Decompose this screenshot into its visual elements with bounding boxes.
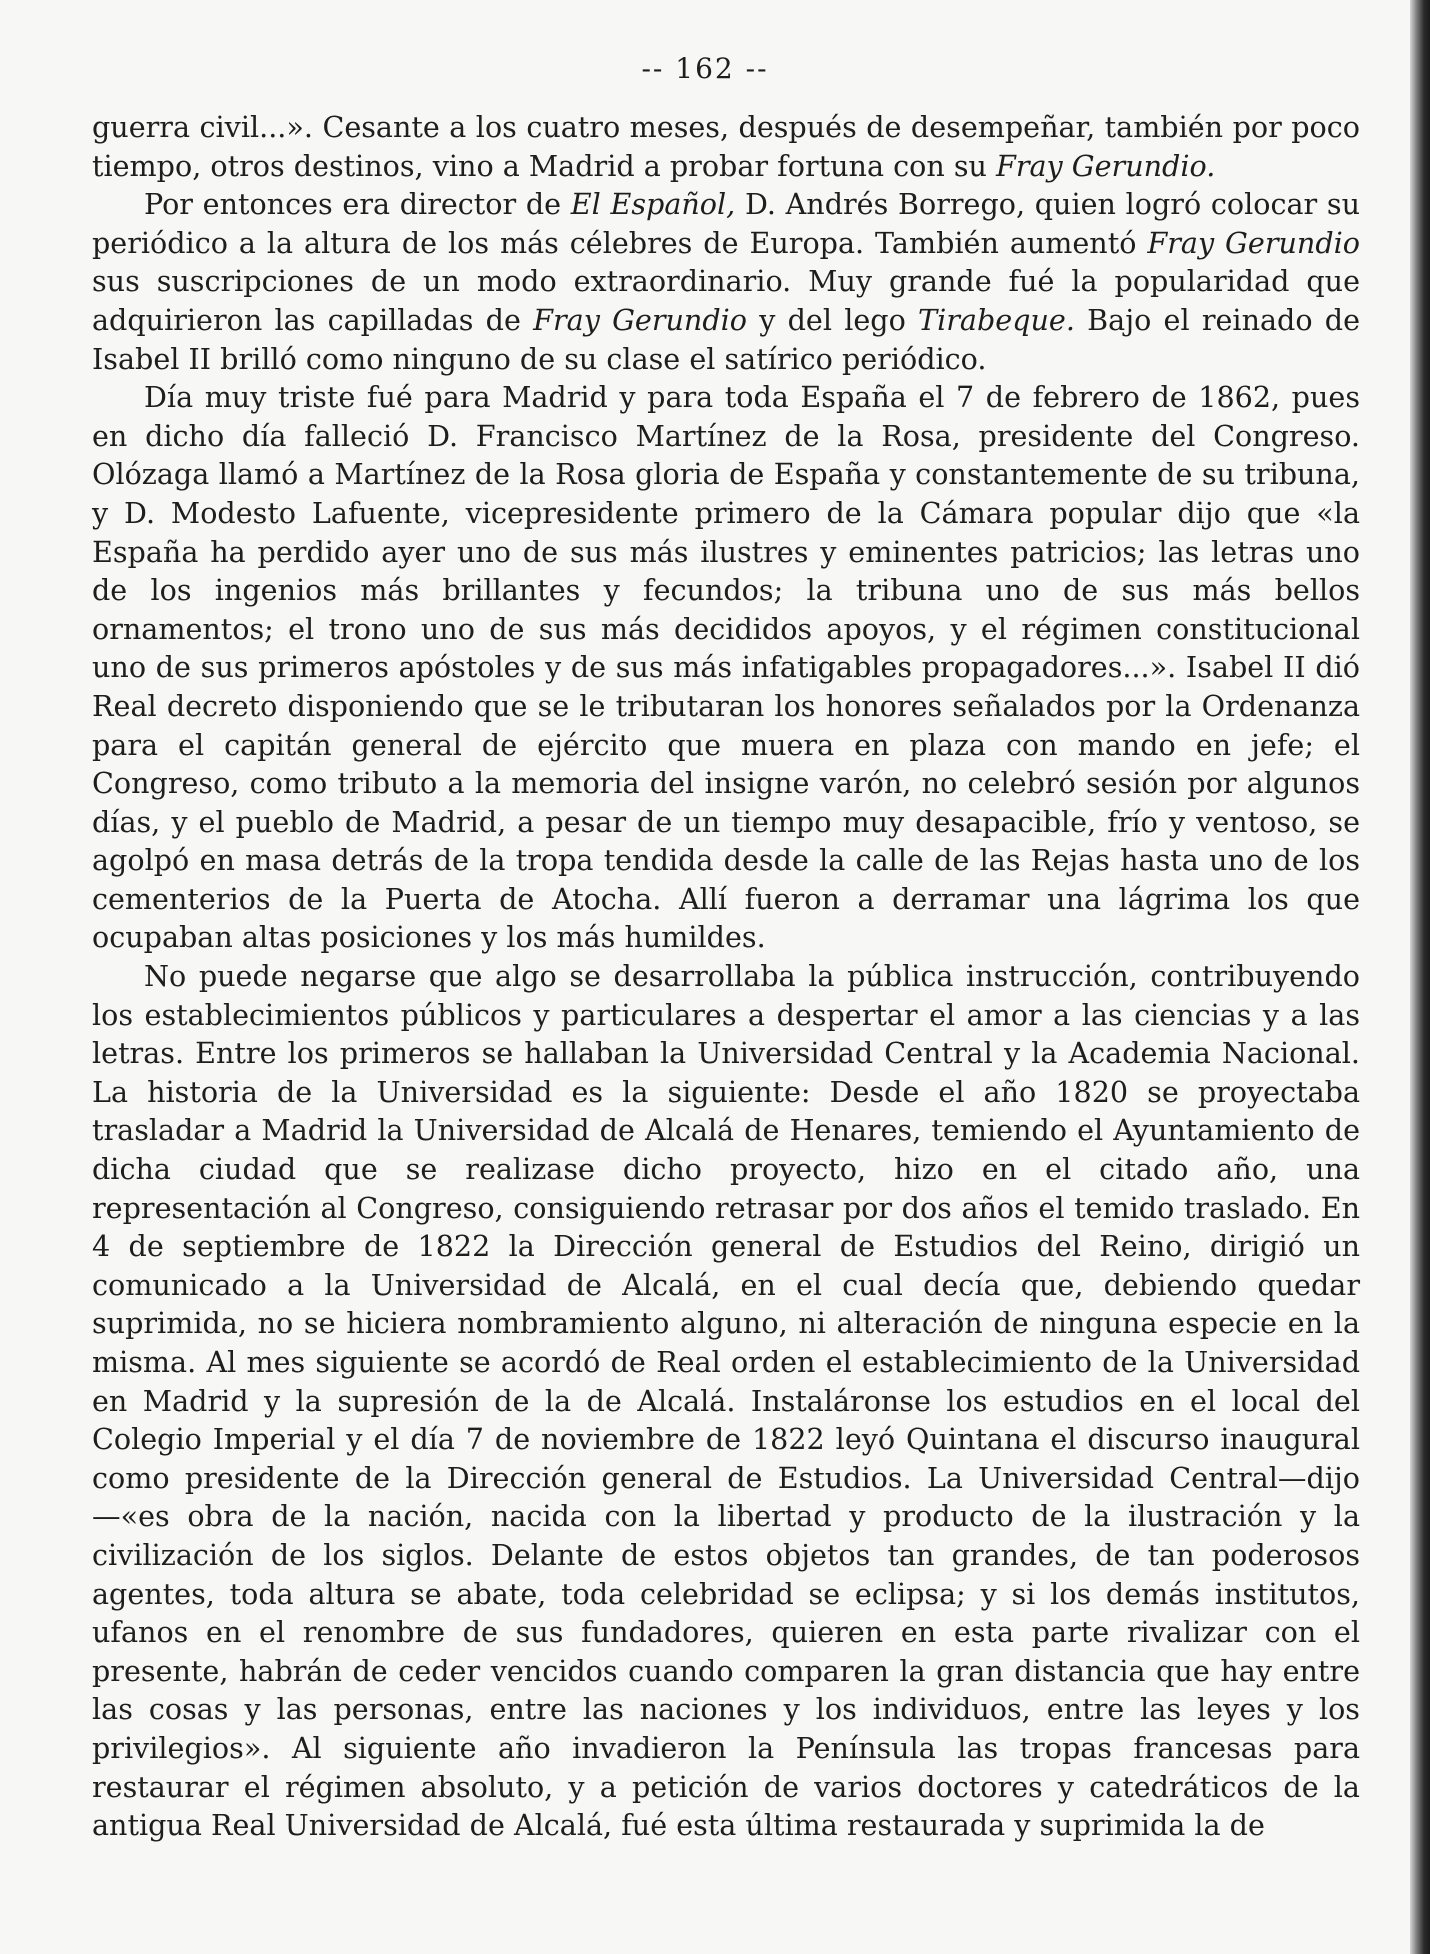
text-run: D. Andrés Borrego, quien logró colocar su periódico a la altura de los más célebres de Europa. También aumentó — [92, 187, 1360, 260]
italic-title: Tirabeque. — [918, 302, 1075, 337]
italic-title: Fray Gerundio — [1147, 225, 1360, 260]
italic-title: Fray Gerundio — [533, 302, 748, 337]
paragraph — [92, 378, 1360, 957]
text-run: No puede negarse que algo se desarrollaba la pública instrucción, contribuyendo los establecimientos públicos y particulares a despertar el amor a las ciencias y a las letras. Entre los primeros se hallaban la Universidad Central y la Academia Nacional. La historia de la Universidad es la siguiente: Desde el año 1820 se proyectaba trasladar a Madrid la Universidad de Alcalá de Henares, temiendo el Ayuntamiento de dicha ciudad que se realizase dicho proyecto, hizo en el citado año, una representación al Congreso, consiguiendo retrasar por dos años el temido traslado. En 4 de septiembre de 1822 la Dirección general de Estudios del Reino, dirigió un comunicado a la Universidad de Alcalá, en el cual decía que, debiendo quedar suprimida, no se hiciera nombramiento alguno, ni alteración de ninguna especie en la misma. Al mes siguiente se acordó de Real orden el establecimiento de la Universidad en Madrid y la supresión de la de Alcalá. Instaláronse los estudios en el local del Colegio Imperial y el día 7 de noviembre de 1822 leyó Quintana el discurso inaugural como presidente de la Dirección general de Estudios. La Universidad Central—dijo—«es obra de la nación, nacida con la libertad y producto de la ilustración y la civilización de los siglos. Delante de estos objetos tan grandes, de tan poderosos agentes, toda altura se abate, toda celebridad se eclipsa; y si los demás institutos, ufanos en el renombre de sus fundadores, quieren en esta parte rivalizar con el presente, habrán de ceder vencidos cuando comparen la gran distancia que hay entre las cosas y las personas, entre las naciones y los individuos, entre las leyes y los privilegios». Al siguiente año invadieron la Península las tropas francesas para restaurar el régimen absoluto, y a petición de varios doctores y catedráticos de la antigua Real Universidad de Alcalá, fué esta última restaurada y suprimida la de — [92, 959, 1360, 1843]
page-edge-shadow — [1410, 0, 1430, 1954]
text-run: y del lego — [747, 302, 919, 337]
italic-title: Fray Gerundio. — [996, 148, 1216, 183]
text-run: Bajo el reinado de Isabel II brilló como ninguno de su clase el satírico periódico. — [92, 302, 1361, 376]
text-run: guerra civil...». Cesante a los cuatro meses, después de desempeñar, también por poco tiempo, otros destinos, vino a Madrid a probar fortuna con su — [92, 110, 1360, 183]
text-run: Por entonces era director de — [144, 187, 571, 222]
text-run: Día muy triste fué para Madrid y para toda España el 7 de febrero de 1862, pues en dicho día falleció D. Francisco Martínez de la Rosa, presidente del Congreso. Olózaga llamó a Martínez de la Rosa gloria de España y constantemente de su tribuna, y D. Modesto Lafuente, vicepresidente primero de la Cámara popular dijo que «la España ha perdido ayer uno de sus más ilustres y eminentes patricios; las letras uno de los ingenios más brillantes y fecundos; la tribuna uno de sus más bellos ornamentos; el trono uno de sus más decididos apoyos, y el régimen constitucional uno de sus primeros apóstoles y de sus más infatigables propagadores...». Isabel II dió Real decreto disponiendo que se le tributaran los honores señalados por la Ordenanza para el capitán general de ejército que muera en plaza con mando en jefe; el Congreso, como tributo a la memoria del insigne varón, no celebró sesión por algunos días, y el pueblo de Madrid, a pesar de un tiempo muy desapacible, frío y ventoso, se agolpó en masa detrás de la tropa tendida desde la calle de las Rejas hasta uno de los cementerios de la Puerta de Atocha. Allí fueron a derramar una lágrima los que ocupaban altas posiciones y los más humildes. — [92, 380, 1360, 955]
page-number: -- 162 -- — [641, 52, 769, 85]
text-run: sus suscripciones de un modo extraordinario. Muy grande fué la popularidad que adquirieron las capilladas de — [92, 264, 1360, 337]
paragraph — [92, 108, 1360, 185]
paragraph — [92, 185, 1360, 378]
body-text — [92, 108, 1360, 1845]
italic-title: El Español, — [570, 187, 736, 222]
paragraph — [92, 957, 1360, 1845]
